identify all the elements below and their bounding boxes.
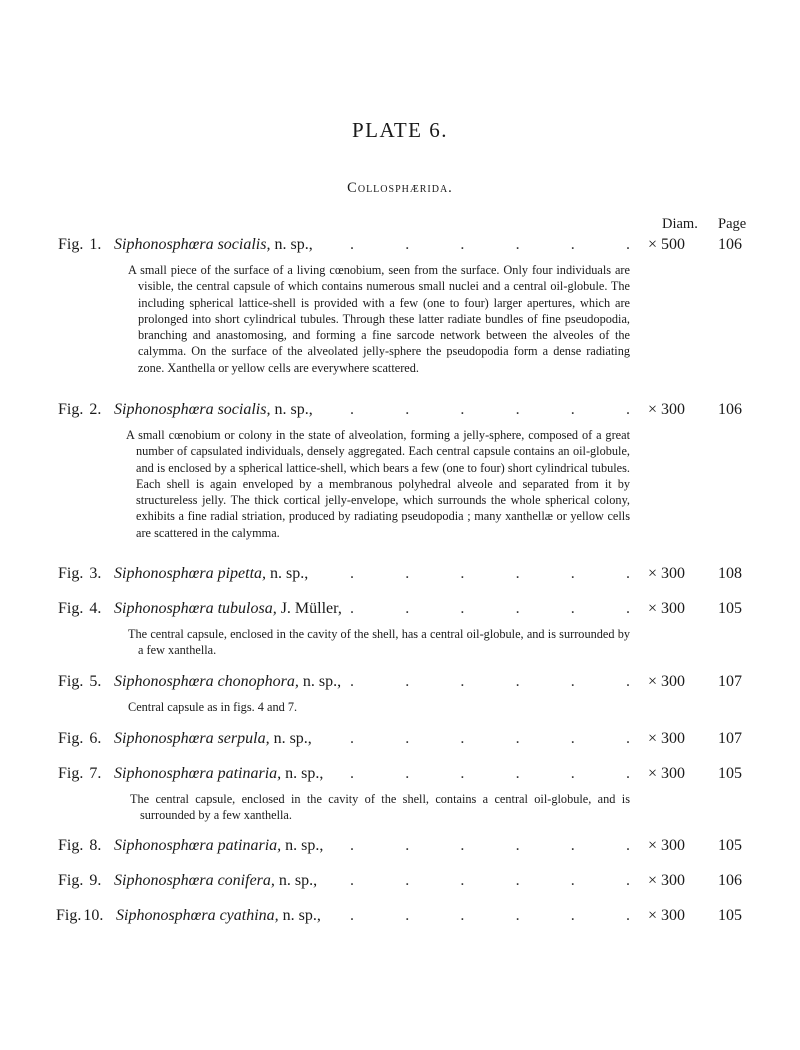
leader-dots: . . . . . . bbox=[350, 872, 630, 889]
fig-label: Fig. bbox=[56, 907, 82, 924]
figure-entry-1 bbox=[0, 234, 800, 256]
figure-description-1: A small piece of the surface of a living cœnobium, seen from the surface. Only four individuals are visible, the central capsule of which contains numerous small nuclei and a central oil-globule. The including spherical lattice-shell is provided with a few (one to four) larger apertures, which are prolonged into short cylindrical tubules. Through these latter radiate bundles of fine pseudopodia, branching and anastomosing, and forming a fine sarcode network between the alveoles of the calymma. On the surface of the alveolated jelly-sphere the pseudopodia form a dense radiating zone. Xanthella or yellow cells are everywhere scattered. bbox=[128, 263, 630, 375]
fig-number: 7. bbox=[89, 765, 102, 782]
fig-label: Fig. bbox=[58, 872, 84, 889]
species-author: n. sp., bbox=[302, 673, 342, 690]
leader-dots: . . . . . . bbox=[350, 565, 630, 582]
figure-description-5: Central capsule as in figs. 4 and 7. bbox=[128, 700, 298, 714]
figure-entry-6 bbox=[0, 728, 800, 750]
fig-number: 1. bbox=[89, 236, 102, 253]
figure-entry-10 bbox=[0, 905, 800, 927]
species-name: Siphonosphœra pipetta, bbox=[114, 565, 267, 582]
fig-number: 3. bbox=[89, 565, 102, 582]
species-author: n. sp., bbox=[285, 765, 324, 782]
magnification: × 300 bbox=[648, 907, 686, 924]
figure-entry-3 bbox=[0, 563, 800, 585]
leader-dots: . . . . . . bbox=[350, 907, 630, 924]
column-header-page: Page bbox=[718, 216, 747, 232]
species-author: n. sp., bbox=[285, 837, 324, 854]
figure-description-7: The central capsule, enclosed in the cavity of the shell, contains a central oil-globule, and is surrounded by a few xanthella. bbox=[130, 792, 630, 823]
species-name: Siphonosphœra conifera, bbox=[114, 872, 275, 889]
species-name: Siphonosphœra chonophora, bbox=[114, 673, 299, 690]
plate-title: PLATE 6. bbox=[352, 118, 448, 142]
page-number: 106 bbox=[718, 872, 742, 889]
figure-entry-7 bbox=[0, 763, 800, 785]
figure-entry-2 bbox=[0, 399, 800, 421]
species-author: J. Müller, bbox=[280, 600, 342, 617]
figure-entry-4 bbox=[0, 598, 800, 620]
species-author: n. sp., bbox=[282, 907, 321, 924]
fig-label: Fig. bbox=[58, 730, 84, 747]
species-author: n. sp., bbox=[273, 730, 312, 747]
fig-number: 10. bbox=[83, 907, 104, 924]
leader-dots: . . . . . . bbox=[350, 837, 630, 854]
species-author: n. sp., bbox=[278, 872, 318, 889]
page-number: 106 bbox=[718, 401, 742, 418]
page-number: 105 bbox=[718, 907, 742, 924]
fig-label: Fig. bbox=[58, 837, 84, 854]
page-number: 105 bbox=[718, 837, 742, 854]
figure-entry-5 bbox=[0, 671, 800, 693]
magnification: × 300 bbox=[648, 837, 686, 854]
fig-number: 4. bbox=[89, 600, 102, 617]
page-number: 105 bbox=[718, 765, 742, 782]
species-name: Siphonosphœra patinaria, bbox=[114, 837, 282, 854]
page-number: 108 bbox=[718, 565, 742, 582]
fig-number: 6. bbox=[89, 730, 102, 747]
species-name: Siphonosphœra socialis, bbox=[114, 401, 271, 418]
species-author: n. sp., bbox=[274, 401, 313, 418]
species-name: Siphonosphœra serpula, bbox=[114, 730, 270, 747]
species-name: Siphonosphœra socialis, bbox=[114, 236, 271, 253]
page-number: 105 bbox=[718, 600, 742, 617]
magnification: × 300 bbox=[648, 765, 686, 782]
fig-label: Fig. bbox=[58, 565, 84, 582]
figure-description-4: The central capsule, enclosed in the cavity of the shell, has a central oil-globule, and is surrounded by a few xanthella. bbox=[128, 627, 630, 658]
fig-number: 8. bbox=[89, 837, 102, 854]
species-author: n. sp., bbox=[270, 565, 309, 582]
column-header-diam: Diam. bbox=[662, 216, 698, 232]
magnification: × 300 bbox=[648, 673, 686, 690]
fig-label: Fig. bbox=[58, 673, 84, 690]
fig-label: Fig. bbox=[58, 600, 84, 617]
magnification: × 300 bbox=[648, 401, 686, 418]
fig-label: Fig. bbox=[58, 401, 84, 418]
leader-dots: . . . . . . bbox=[350, 673, 630, 690]
species-author: n. sp., bbox=[274, 236, 313, 253]
species-name: Siphonosphœra patinaria, bbox=[114, 765, 282, 782]
magnification: × 300 bbox=[648, 730, 686, 747]
magnification: × 300 bbox=[648, 565, 686, 582]
leader-dots: . . . . . . bbox=[350, 730, 630, 747]
page-number: 106 bbox=[718, 236, 742, 253]
leader-dots: . . . . . . bbox=[350, 236, 630, 253]
fig-number: 5. bbox=[89, 673, 102, 690]
leader-dots: . . . . . . bbox=[350, 401, 630, 418]
magnification: × 500 bbox=[648, 236, 686, 253]
magnification: × 300 bbox=[648, 600, 686, 617]
figure-entry-9 bbox=[0, 870, 800, 892]
figure-description-2: A small cœnobium or colony in the state of alveolation, forming a jelly-sphere, composed of a great number of capsulated individuals, densely aggregated. Each central capsule contains an oil-globule, and is enclosed by a spherical lattice-shell, which bears a few (one to four) short cylindrical tubules. Each shell is again enveloped by a membranous polyhedral alveole and separated from it by structureless jelly. The thick cortical jelly-envelope, which surrounds the whole spherical colony, exhibits a fine radial striation, produced by radiating pseudopodia ; many xanthellæ or yellow cells are scattered in the calymma. bbox=[126, 428, 630, 540]
leader-dots: . . . . . . bbox=[350, 600, 630, 617]
species-name: Siphonosphœra cyathina, bbox=[116, 907, 279, 924]
figure-entry-8 bbox=[0, 835, 800, 857]
fig-number: 2. bbox=[89, 401, 102, 418]
family-subtitle: Collosphærida. bbox=[347, 180, 453, 196]
leader-dots: . . . . . . bbox=[350, 765, 630, 782]
species-name: Siphonosphœra tubulosa, bbox=[114, 600, 277, 617]
fig-label: Fig. bbox=[58, 236, 84, 253]
page-number: 107 bbox=[718, 730, 742, 747]
fig-label: Fig. bbox=[58, 765, 84, 782]
magnification: × 300 bbox=[648, 872, 686, 889]
fig-number: 9. bbox=[89, 872, 102, 889]
page-number: 107 bbox=[718, 673, 742, 690]
